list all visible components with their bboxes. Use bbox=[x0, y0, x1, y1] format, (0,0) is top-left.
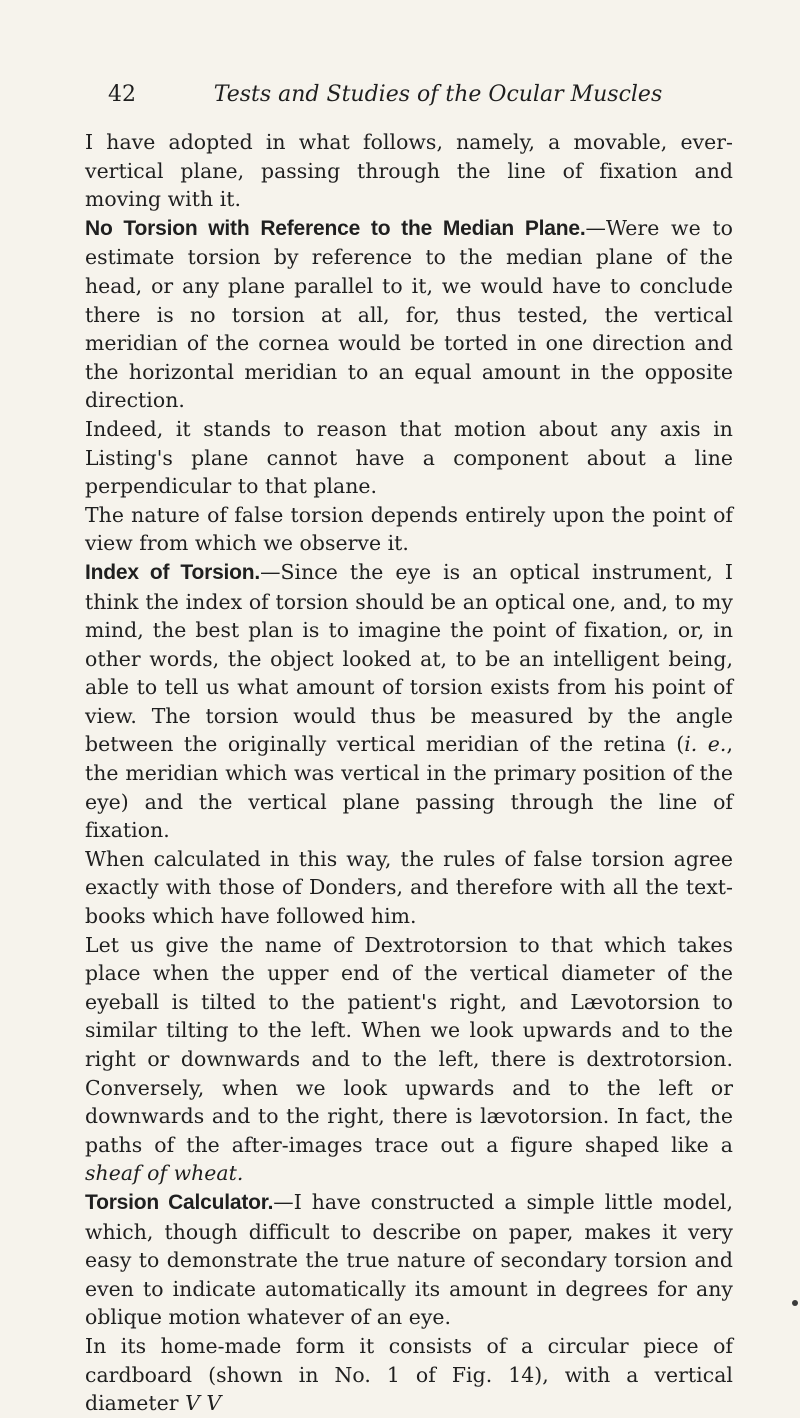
running-title: Tests and Studies of the Ocular Muscles bbox=[213, 82, 663, 107]
paragraph-index-text-a: —Since the eye is an optical instrument, I think the index of torsion should be an optical one, and, to my mind, the best plan is to imagine the point of fixation, or, in other words, the object looked at, to be an intelligent being, able to tell us what amount of torsion exists from his point of view. The torsion would thus be measured by the angle between the originally vertical meridian of the retina ( bbox=[85, 559, 733, 757]
paragraph-calculator-text: —I have constructed a simple little model, which, though difficult to describe on paper, makes it very easy to demonstrate the true nature of secondary torsion and even to indicate automatically its amount in degrees for any oblique motion whatever of an eye. bbox=[85, 1189, 733, 1330]
running-header bbox=[108, 82, 748, 122]
paragraph-median-plane bbox=[85, 214, 733, 415]
paragraph-median-plane-text: —Were we to estimate torsion by reference to the median plane of the head, or any plane parallel to it, we would have to conclude there is no torsion at all, for, thus tested, the vertical meridian of the cornea would be torted in one direction and the horizontal meridian to an equal amount in the opposite direction. bbox=[85, 215, 733, 413]
section-heading-index-of-torsion: Index of Torsion. bbox=[85, 560, 261, 584]
paragraph-1-text: I have adopted in what follows, namely, a movable, ever-vertical plane, passing through the line of fixation and moving with it. bbox=[85, 130, 733, 212]
paragraph-donders-text: When calculated in this way, the rules of false torsion agree exactly with those of Donders, and therefore with all the text-books which have followed him. bbox=[85, 846, 733, 929]
paragraph-listing-plane-text: Indeed, it stands to reason that motion about any axis in Listing's plane cannot have a component about a line perpendicular to that plane. bbox=[85, 416, 733, 499]
paragraph-false-torsion-text: The nature of false torsion depends entirely upon the point of view from which we observe it. bbox=[85, 502, 733, 556]
paragraph-cardboard-text: In its home-made form it consists of a circular piece of cardboard (shown in No. 1 of Fig. 14), with a vertical diameter bbox=[85, 1333, 733, 1416]
paragraph-donders bbox=[85, 845, 733, 931]
section-heading-torsion-calculator: Torsion Calculator. bbox=[85, 1190, 274, 1214]
page-edge-mark bbox=[792, 1300, 798, 1306]
paragraph-index-ie: i. e. bbox=[684, 732, 727, 757]
section-heading-median-plane: No Torsion with Reference to the Median Plane. bbox=[85, 216, 586, 240]
paragraph-dextrotorsion bbox=[85, 931, 733, 1188]
page-number: 42 bbox=[108, 82, 136, 107]
sheaf-of-wheat-italic: sheaf of wheat. bbox=[85, 1161, 244, 1186]
paragraph-torsion-calculator bbox=[85, 1188, 733, 1332]
paragraph-index-of-torsion bbox=[85, 558, 733, 845]
paragraph-cardboard bbox=[85, 1332, 733, 1418]
paragraph-listing-plane bbox=[85, 415, 733, 501]
paragraph-index-text-b: , the meridian which was vertical in the primary position of the eye) and the vertical plane passing through the line of fixation. bbox=[85, 732, 733, 843]
paragraph-false-torsion bbox=[85, 501, 733, 558]
paragraph-dextrotorsion-text: Let us give the name of Dextrotorsion to that which takes place when the upper end of the vertical diameter of the eyeball is tilted to the patient's right, and Lævotorsion to similar tilting to the left. When we look upwards and to the right or downwards and to the left, there is dextrotorsion. Conversely, when we look upwards and to the left or downwards and to the right, there is lævotorsion. In fact, the paths of the after-images trace out a figure shaped like a bbox=[85, 932, 733, 1157]
vertical-diameter-label: V V bbox=[185, 1391, 222, 1416]
paragraph-1 bbox=[85, 128, 733, 214]
body-text bbox=[85, 128, 733, 1418]
